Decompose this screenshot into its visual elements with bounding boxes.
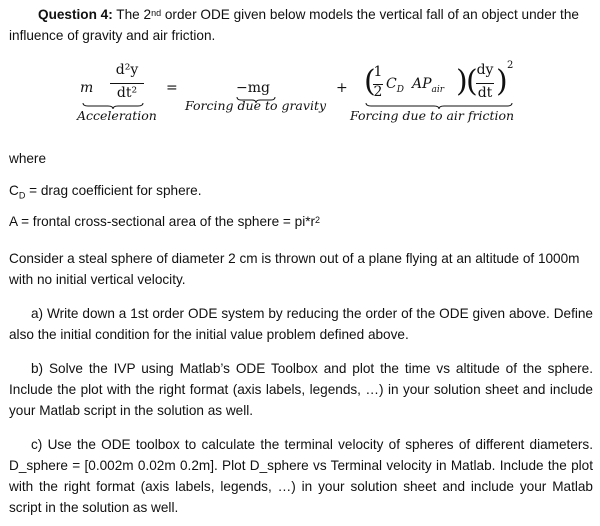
acceleration-label: Acceleration [77,108,157,123]
context-line1: Consider a steal sphere of diameter 2 cm is thrown out of a plane flying at an altitude of 1000m [9,251,580,266]
half-numerator: 1 [373,64,383,80]
area-definition: A = frontal cross-sectional area of the sphere = $pi*r^2$ [9,214,321,229]
lhs-denominator: dt² [116,85,138,101]
ordinal-suffix: nd [151,8,162,18]
where-label: where [9,151,47,166]
lhs-numerator: d²y [115,62,139,78]
square-exponent: 2 [507,60,514,71]
equals-sign: = [166,80,178,96]
area-density: $AP_{air}$ [412,76,445,95]
drag-coefficient: $C_D$ [386,76,404,95]
dt-denominator: dt [477,85,493,101]
plus-sign: + [336,80,348,96]
cd-definition: $C_D$ = drag coefficient for sphere. [9,183,202,201]
friction-label: Forcing due to air friction [350,108,515,123]
mass-symbol: m [80,80,94,96]
dydt-fraction-bar [476,83,494,84]
dy-numerator: dy [476,62,494,78]
gravity-term: −mg [236,80,270,96]
gravity-label: Forcing due to gravity [185,98,327,113]
part-a: a) Write down a 1st order ODE system by reducing the order of the ODE given above. Define also the initial condition for the initial value problem defined above. [9,306,593,342]
left-paren-2: ( [466,64,478,99]
question-number: Question 4: [38,7,113,22]
question-title-line2: influence of gravity and air friction. [9,28,216,43]
part-c: c) Use the ODE toolbox to calculate the terminal velocity of spheres of different diameters. D_sphere = [0.002m 0.02m 0.2m]. Plot D_sphere vs Terminal velocity in Matlab. Include the plot with the right format (axis labels, legends, …) in your solution sheet and include your Matlab script in the solution as well. [9,437,593,515]
half-denominator: 2 [373,84,383,100]
lhs-fraction-bar [110,83,144,84]
right-paren-1: ) [456,64,468,99]
part-b: b) Solve the IVP using Matlab’s ODE Toolbox and plot the time vs altitude of the sphere. Include the plot with the right format (axis labels, legends, …) in your solution sheet and include your Matlab script in the solution as well. [9,361,593,418]
question-title-text: The 2 [112,7,152,22]
left-paren-1: ( [364,64,376,99]
right-paren-2: ) [496,64,508,99]
question-title-text-cont: order ODE given below models the vertical fall of an object under the [161,7,579,22]
question-title [38,6,579,24]
context-line2: with no initial vertical velocity. [9,272,186,287]
